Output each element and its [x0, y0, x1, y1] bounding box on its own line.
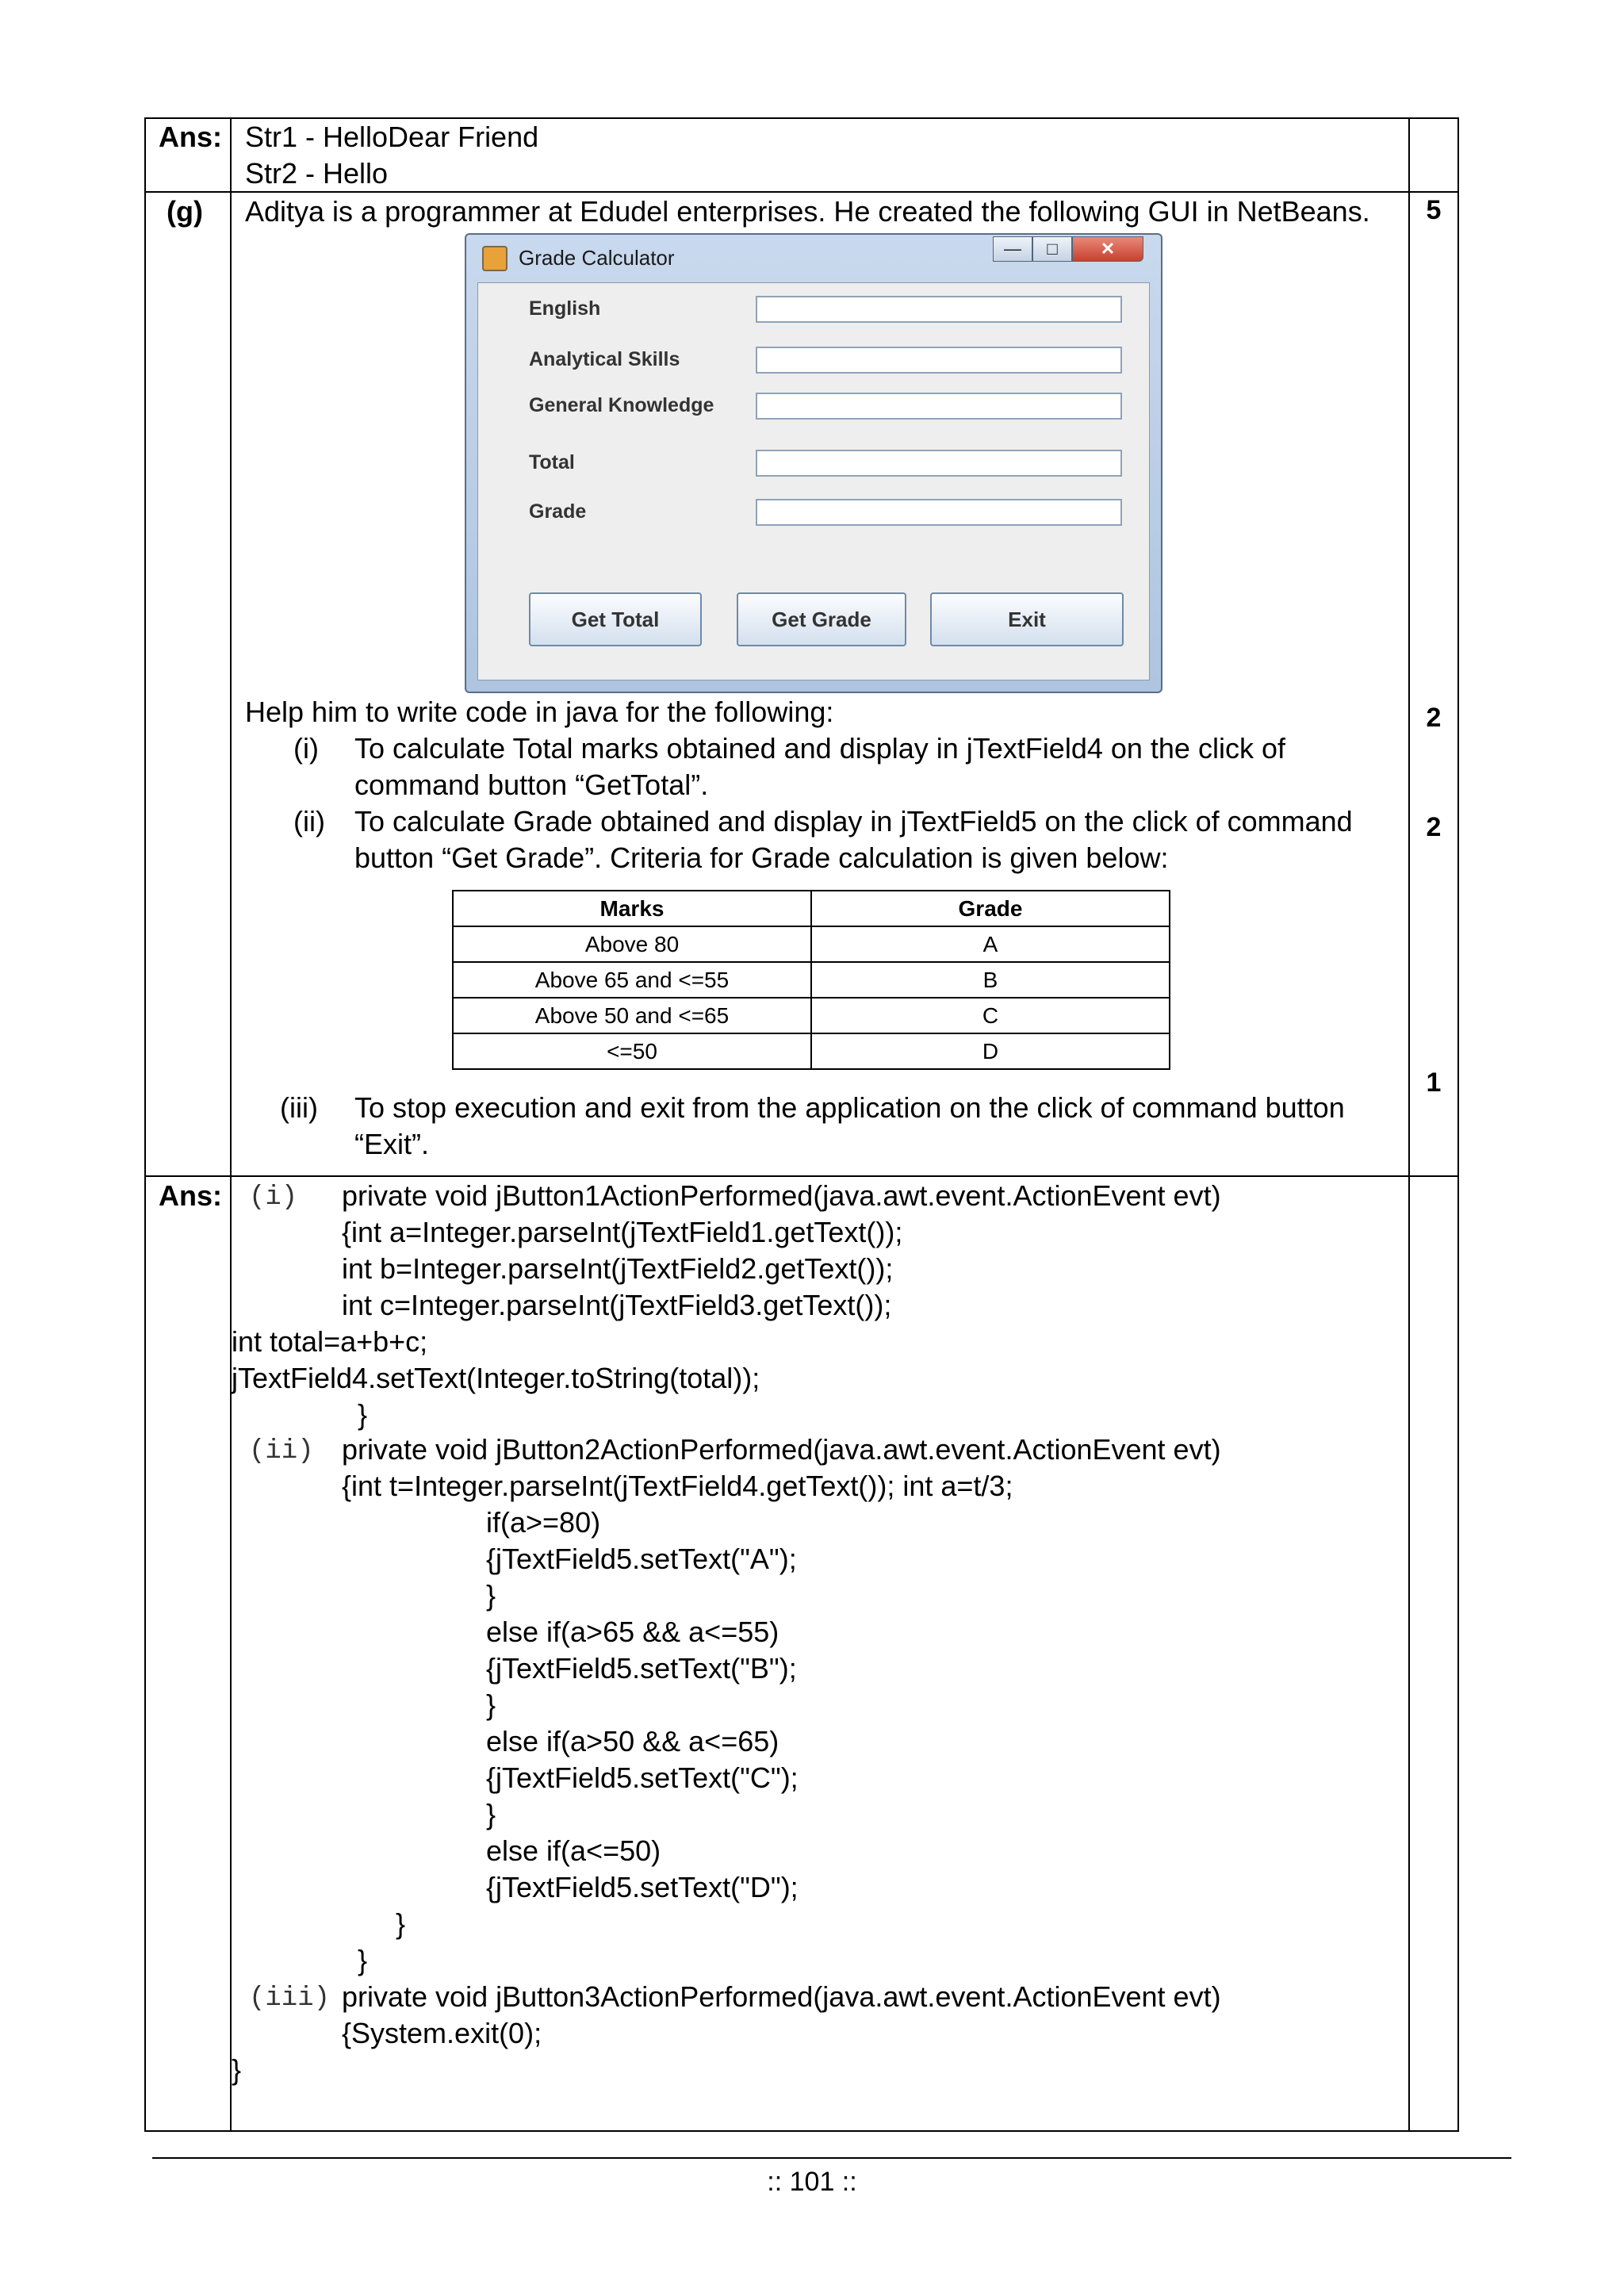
- code-ii-body-7: else if(a>50 && a<=65): [486, 1725, 779, 1757]
- page-number: :: 101 ::: [767, 2167, 857, 2197]
- col-divider-2: [1408, 117, 1410, 2132]
- part-i-line-1: To calculate Total marks obtained and display in jTextField4 on the click of: [354, 732, 1285, 765]
- table-row: [453, 962, 1170, 998]
- minimize-icon[interactable]: —: [993, 236, 1032, 262]
- java-app-icon: [482, 246, 508, 271]
- grade-calculator-window: [465, 233, 1162, 693]
- code-part-ii-label: (ii): [249, 1436, 314, 1466]
- part-ii-line-2: button “Get Grade”. Criteria for Grade calculation is given below:: [354, 841, 1169, 874]
- code-ii-body-3: }: [486, 1579, 496, 1612]
- maximize-icon[interactable]: □: [1032, 236, 1072, 262]
- criteria-grade: A: [811, 926, 1170, 962]
- criteria-header-row: [453, 891, 1170, 926]
- part-iii-line-1: To stop execution and exit from the application on the click of command button: [354, 1091, 1345, 1124]
- prev-answer-line-1: Str1 - HelloDear Friend: [245, 121, 539, 153]
- code-i-line-1: {int a=Integer.parseInt(jTextField1.getText());: [342, 1216, 903, 1248]
- criteria-marks: Above 50 and <=65: [453, 998, 811, 1033]
- code-ii-body-10: else if(a<=50): [486, 1834, 661, 1867]
- code-ii-body-5: {jTextField5.setText("B");: [486, 1652, 797, 1685]
- table-right-border: [1457, 117, 1459, 2132]
- table-left-border: [144, 117, 146, 2132]
- criteria-grade: D: [811, 1033, 1170, 1069]
- part-iii-line-2: “Exit”.: [354, 1128, 429, 1160]
- part-ii-line-1: To calculate Grade obtained and display in jTextField5 on the click of command: [354, 805, 1353, 838]
- get-total-button[interactable]: Get Total: [529, 592, 702, 646]
- table-row: [453, 998, 1170, 1033]
- close-icon[interactable]: ✕: [1072, 236, 1143, 262]
- help-text: Help him to write code in java for the following:: [245, 696, 834, 728]
- code-part-iii-label: (iii): [249, 1984, 331, 2014]
- code-part-i-label: (i): [249, 1182, 298, 1213]
- part-i-number: (i): [293, 732, 319, 765]
- table-row: [453, 926, 1170, 962]
- code-iii-signature: private void jButton3ActionPerformed(java.awt.event.ActionEvent evt): [342, 1980, 1221, 2013]
- code-ii-close-1: }: [396, 1907, 406, 1940]
- marks-part-ii: 2: [1426, 812, 1442, 842]
- criteria-marks: Above 65 and <=55: [453, 962, 811, 998]
- exit-button[interactable]: Exit: [930, 592, 1124, 646]
- row-divider-2: [144, 1175, 1459, 1177]
- window-client-area: [477, 282, 1150, 680]
- footer-rule: [152, 2157, 1511, 2159]
- answer-tag: Ans:: [159, 121, 222, 153]
- code-i-line-3: int c=Integer.parseInt(jTextField3.getText());: [342, 1289, 892, 1321]
- criteria-marks: Above 80: [453, 926, 811, 962]
- code-ii-body-6: }: [486, 1688, 496, 1721]
- general-knowledge-field[interactable]: [756, 393, 1122, 420]
- code-iii-line-1: {System.exit(0);: [342, 2017, 542, 2049]
- window-title: Grade Calculator: [519, 246, 675, 270]
- total-field[interactable]: [756, 450, 1122, 477]
- code-ii-line-1: {int t=Integer.parseInt(jTextField4.getText()); int a=t/3;: [342, 1470, 1013, 1502]
- part-ii-number: (ii): [293, 805, 325, 838]
- label-english: English: [529, 297, 601, 320]
- code-iii-close: }: [232, 2053, 242, 2086]
- code-ii-body-8: {jTextField5.setText("C");: [486, 1761, 799, 1794]
- label-general-knowledge: General Knowledge: [529, 394, 714, 416]
- marks-total: 5: [1426, 195, 1442, 225]
- criteria-grade: B: [811, 962, 1170, 998]
- label-grade: Grade: [529, 500, 587, 523]
- part-i-line-2: command button “GetTotal”.: [354, 769, 709, 801]
- code-ii-body-2: {jTextField5.setText("A");: [486, 1543, 797, 1575]
- grade-criteria-table: [452, 890, 1170, 1070]
- code-ii-close-2: }: [358, 1944, 368, 1976]
- code-i-line-2: int b=Integer.parseInt(jTextField2.getText());: [342, 1252, 894, 1285]
- code-i-line-5: jTextField4.setText(Integer.toString(total));: [232, 1362, 760, 1394]
- code-ii-body-1: if(a>=80): [486, 1506, 601, 1539]
- question-label: (g): [167, 195, 203, 228]
- prev-answer-line-2: Str2 - Hello: [245, 157, 389, 190]
- col-divider-1: [230, 117, 232, 2132]
- window-titlebar: [466, 235, 1161, 279]
- grade-field[interactable]: [756, 499, 1122, 526]
- code-ii-body-11: {jTextField5.setText("D");: [486, 1871, 799, 1903]
- table-row: [453, 1033, 1170, 1069]
- question-text: Aditya is a programmer at Edudel enterprises. He created the following GUI in NetBeans.: [245, 195, 1370, 228]
- criteria-header-marks: Marks: [453, 891, 811, 926]
- get-grade-button[interactable]: Get Grade: [737, 592, 906, 646]
- analytical-skills-field[interactable]: [756, 347, 1122, 374]
- answer-tag-code: Ans:: [159, 1179, 222, 1212]
- marks-part-i: 2: [1426, 703, 1442, 733]
- criteria-header-grade: Grade: [811, 891, 1170, 926]
- code-i-signature: private void jButton1ActionPerformed(java.awt.event.ActionEvent evt): [342, 1179, 1221, 1212]
- criteria-marks: <=50: [453, 1033, 811, 1069]
- label-analytical-skills: Analytical Skills: [529, 348, 680, 370]
- criteria-grade: C: [811, 998, 1170, 1033]
- part-iii-number: (iii): [280, 1091, 318, 1124]
- code-ii-body-4: else if(a>65 && a<=55): [486, 1616, 779, 1648]
- label-total: Total: [529, 451, 575, 473]
- english-field[interactable]: [756, 296, 1122, 323]
- code-i-line-4: int total=a+b+c;: [232, 1325, 428, 1358]
- code-ii-body-9: }: [486, 1798, 496, 1830]
- marks-part-iii: 1: [1426, 1068, 1442, 1098]
- table-bottom-border: [144, 2130, 1459, 2132]
- code-i-close: }: [358, 1398, 368, 1431]
- code-ii-signature: private void jButton2ActionPerformed(java.awt.event.ActionEvent evt): [342, 1433, 1221, 1466]
